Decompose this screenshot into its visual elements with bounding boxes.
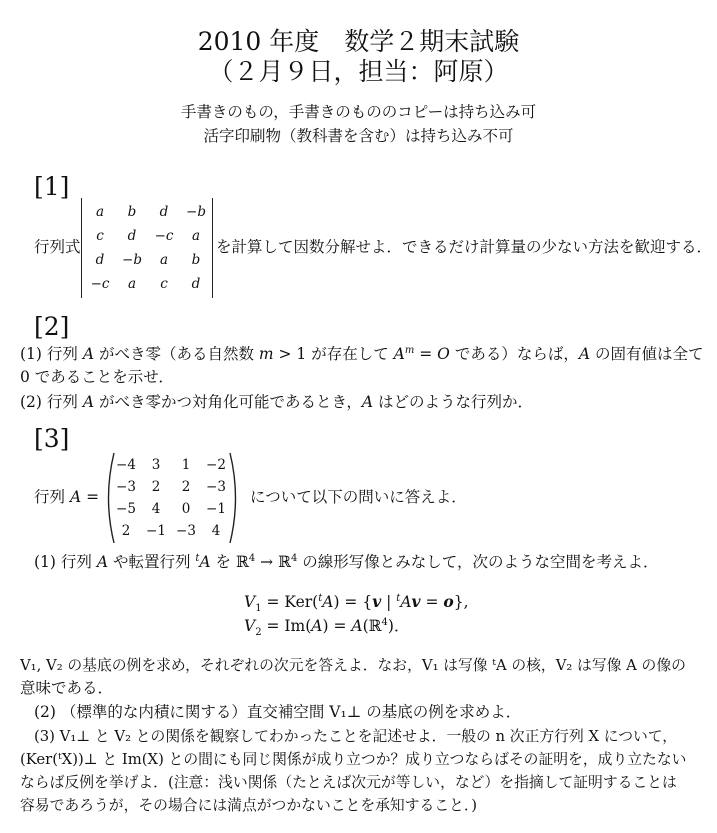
matrix-cell: 4 bbox=[211, 523, 221, 539]
text: 行列 bbox=[34, 488, 70, 506]
text: を ℝ bbox=[210, 553, 249, 571]
math-vector: o bbox=[443, 592, 454, 611]
text: }, bbox=[453, 593, 469, 611]
text: = Im( bbox=[261, 617, 312, 635]
math-var: O bbox=[437, 345, 450, 363]
text: や転置行列 bbox=[108, 553, 196, 571]
matrix-cell: −2 bbox=[206, 457, 226, 473]
math-vector: v bbox=[372, 592, 382, 611]
q3-part3-line3: ならば反例を挙げよ．(注意：浅い関係（たとえば次元が等しい，など）を指摘して証明することは bbox=[20, 774, 677, 791]
det-cell: b bbox=[191, 252, 201, 268]
text: > 1 が存在して bbox=[273, 345, 394, 363]
text: がべき零（ある自然数 bbox=[94, 345, 259, 363]
math-exp: m bbox=[404, 344, 415, 356]
det-cell: d bbox=[95, 252, 105, 268]
math-sup: 4 bbox=[381, 616, 388, 628]
math-var: A bbox=[69, 488, 82, 506]
text: → ℝ bbox=[255, 553, 291, 571]
math-var: V bbox=[244, 593, 256, 611]
text: ) = bbox=[322, 617, 352, 635]
q3-part1-intro bbox=[34, 551, 658, 574]
det-cell: −c bbox=[90, 276, 110, 292]
det-cell: −b bbox=[122, 252, 142, 268]
matrix-cell: −5 bbox=[116, 501, 136, 517]
det-cell: b bbox=[127, 204, 137, 220]
math-var: A bbox=[96, 553, 109, 571]
math-var: A bbox=[361, 393, 374, 411]
text: (2) 行列 bbox=[20, 393, 83, 411]
text: の線形写像とみなして，次のような空間を考えよ． bbox=[297, 553, 659, 571]
text: (ℝ bbox=[362, 617, 382, 635]
det-cell: −b bbox=[186, 204, 206, 220]
q1-prefix: 行列式 bbox=[34, 238, 81, 256]
math-var: A bbox=[82, 393, 95, 411]
q3-part3-line4: 容易であろうが，その場合には満点がつかないことを承知すること．) bbox=[20, 797, 478, 814]
math-var: A bbox=[351, 617, 363, 635]
det-cell: a bbox=[95, 204, 105, 220]
exam-subtitle: （２月９日，担当：阿原） bbox=[208, 57, 509, 86]
matrix-cell: 2 bbox=[121, 523, 131, 539]
math-var: A bbox=[578, 345, 591, 363]
q3-number: [3] bbox=[34, 424, 70, 453]
q3-part3-line2: (Ker(ᵗX))⊥ と Im(X) との間にも同じ関係が成り立つか？成り立つならばその証明を，成り立たない bbox=[20, 751, 687, 768]
math-var: A bbox=[311, 617, 323, 635]
matrix-cell: −1 bbox=[206, 501, 226, 517]
text: がべき零かつ対角化可能であるとき， bbox=[94, 393, 362, 411]
math-var: A bbox=[199, 553, 211, 571]
text: )． bbox=[387, 617, 410, 635]
matrix-cell: −4 bbox=[116, 457, 136, 473]
det-cell: a bbox=[159, 252, 169, 268]
math-var: A bbox=[322, 593, 334, 611]
matrix-cell: 2 bbox=[151, 479, 161, 495]
math-sub: 2 bbox=[255, 627, 262, 639]
q3-matrix bbox=[102, 452, 242, 544]
math-sup: t bbox=[396, 592, 401, 604]
q3-basis-line1: V₁, V₂ の基底の例を求め，それぞれの次元を答えよ．なお，V₁ は写像 ᵗA の核，V₂ は写像 A の像の bbox=[20, 657, 686, 674]
exam-title: 2010 年度 数学２期末試験 bbox=[197, 27, 520, 56]
rule-line-1: 手書きのもの，手書きのもののコピーは持ち込み可 bbox=[180, 103, 537, 121]
text: = bbox=[81, 488, 100, 506]
text: である）ならば， bbox=[449, 345, 579, 363]
det-cell: a bbox=[191, 228, 201, 244]
math-var: m bbox=[258, 345, 274, 363]
q3-basis-line2: 意味である． bbox=[20, 679, 114, 697]
q1-suffix: を計算して因数分解せよ．できるだけ計算量の少ない方法を歓迎する． bbox=[216, 238, 713, 256]
det-cell: −c bbox=[154, 228, 174, 244]
text: = Ker( bbox=[261, 593, 319, 611]
equation-v1 bbox=[244, 590, 469, 614]
math-sup: 4 bbox=[290, 552, 298, 564]
math-var: A bbox=[400, 593, 412, 611]
text: の固有値は全て bbox=[590, 345, 704, 363]
matrix-cell: 2 bbox=[181, 479, 191, 495]
q2-part1-line1 bbox=[20, 343, 703, 366]
det-cell: d bbox=[127, 228, 137, 244]
text: = bbox=[420, 593, 444, 611]
matrix-cell: −3 bbox=[116, 479, 136, 495]
matrix-cell: 0 bbox=[181, 501, 191, 517]
det-cell: d bbox=[191, 276, 201, 292]
math-sup: 4 bbox=[248, 552, 256, 564]
q2-number: [2] bbox=[34, 312, 70, 341]
math-sub: 1 bbox=[255, 603, 262, 615]
math-sup: t bbox=[195, 552, 200, 564]
q1-number: [1] bbox=[34, 172, 70, 201]
matrix-cell: −3 bbox=[206, 479, 226, 495]
det-cell: a bbox=[127, 276, 137, 292]
q3-part2: (2) （標準的な内積に関する）直交補空間 V₁⊥ の基底の例を求めよ． bbox=[34, 703, 522, 721]
q3-prefix bbox=[34, 486, 99, 509]
q2-part2 bbox=[20, 391, 533, 414]
text: | bbox=[381, 593, 397, 611]
text: (1) 行列 bbox=[34, 553, 97, 571]
det-cell: d bbox=[159, 204, 169, 220]
rule-line-2: 活字印刷物（教科書を含む）は持ち込み不可 bbox=[203, 127, 514, 145]
text: ) = { bbox=[333, 593, 373, 611]
q3-suffix: について以下の問いに答えよ． bbox=[250, 488, 467, 506]
text: = bbox=[414, 345, 438, 363]
matrix-cell: −3 bbox=[176, 523, 196, 539]
text: (1) 行列 bbox=[20, 345, 83, 363]
math-var: A bbox=[393, 345, 405, 363]
q3-part3-line1: (3) V₁⊥ と V₂ との関係を観察してわかったことを記述せよ．一般の n 次正方行列 X について， bbox=[34, 728, 678, 745]
math-sup: t bbox=[318, 592, 323, 604]
text: はどのような行列か． bbox=[373, 393, 533, 411]
q2-part1-line2: 0 であることを示せ． bbox=[20, 368, 174, 386]
matrix-cell: −1 bbox=[146, 523, 166, 539]
equation-v2 bbox=[244, 615, 409, 638]
q1-determinant bbox=[81, 198, 213, 298]
matrix-cell: 3 bbox=[151, 457, 161, 473]
math-var: A bbox=[82, 345, 95, 363]
det-cell: c bbox=[96, 228, 104, 244]
matrix-cell: 1 bbox=[181, 457, 191, 473]
math-var: V bbox=[244, 617, 256, 635]
matrix-cell: 4 bbox=[151, 501, 161, 517]
det-cell: c bbox=[160, 276, 168, 292]
math-vector: v bbox=[411, 592, 421, 611]
